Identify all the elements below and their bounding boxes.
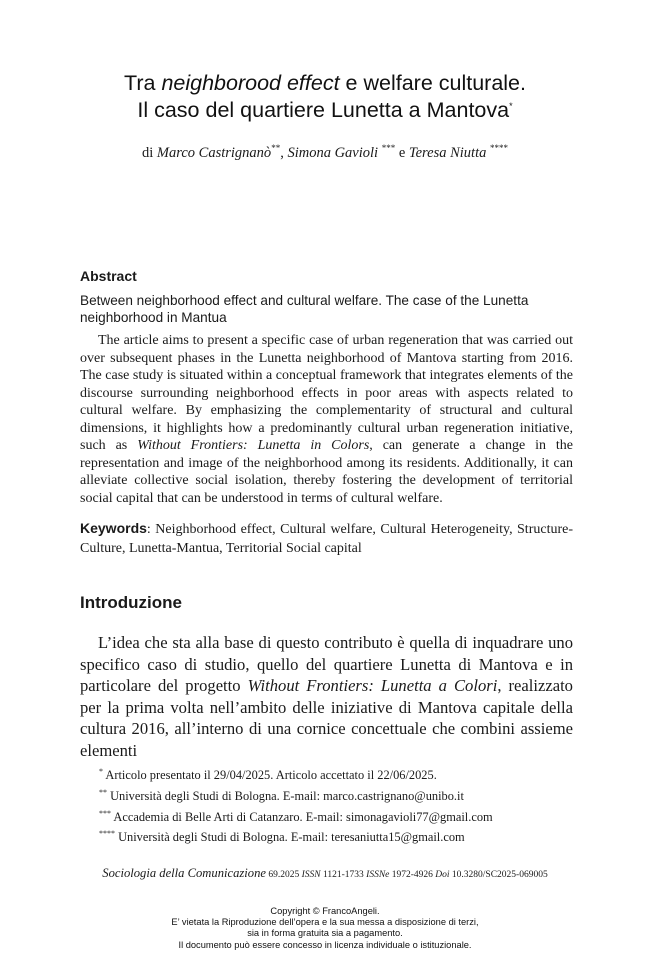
intro-paragraph: L’idea che sta alla base di questo contributo è quella di inquadrare uno specifico caso di studio, quello del quartiere Lunetta di Mantova e in particolare del progetto Without Frontiers: Lunetta a Colori, realizzato per la prima volta nell’ambito delle iniziative di Mantova capitale della cultura 2016, all’interno di una cornice concettuale che combini assieme elementi [80, 633, 573, 760]
article-title-line-1: Tra neighborood effect e welfare culturale. [124, 71, 526, 95]
journal-name: Sociologia della Comunicazione [102, 866, 266, 880]
project-name: Without Frontiers: Lunetta in Colors [137, 438, 370, 453]
abstract-body: The article aims to present a specific case of urban regeneration that was carried out over subsequent phases in the Lunetta neighborhood of Mantova starting from 2016. The case study is situated within a conceptual framework that integrates elements of the discourse surrounding neighborhood effects in poor areas with aspects related to cultural welfare. By emphasizing the complementarity of structural and cultural dimensions, it highlights how a predominantly cultural urban regeneration initiative, such as Without Frontiers: Lunetta in Colors, can generate a change in the representation and image of the neighborhood among its residents. Additionally, it can alleviate collective social isolation, thereby fostering the development of territorial social capital that can be understood in terms of cultural welfare. [80, 333, 574, 506]
abstract-heading: Abstract [80, 268, 137, 284]
author-1: Marco Castrignanò [156, 145, 272, 161]
author-3: Teresa Niutta [408, 145, 487, 161]
project-name-italian: Without Frontiers: Lunetta a Colori [247, 676, 498, 695]
author-2: Simona Gavioli [287, 145, 379, 161]
keywords-text: : Neighborhood effect, Cultural welfare, Cultural Heterogeneity, Structure-Culture, Lunetta-Mantua, Territorial Social capital [80, 522, 573, 556]
abstract-english-title: Between neighborhood effect and cultural welfare. The case of the Lunetta neighborhood in Mantua [80, 293, 529, 325]
title-italic-term: neighborood effect [161, 71, 340, 95]
keywords-label: Keywords [80, 520, 147, 536]
footnote: ** Università degli Studi di Bologna. E-mail: marco.castrignano@unibo.it [99, 787, 464, 803]
title-footnote-mark: * [509, 100, 513, 111]
author-line: di Marco Castrignanò**, Simona Gavioli *** e Teresa Niutta **** [142, 143, 508, 161]
footnote: * Articolo presentato il 29/04/2025. Articolo accettato il 22/06/2025. [99, 766, 437, 782]
footnote: **** Università degli Studi di Bologna. E-mail: teresaniutta15@gmail.com [99, 828, 465, 844]
article-title-line-2: Il caso del quartiere Lunetta a Mantova* [137, 98, 513, 122]
section-heading-introduzione: Introduzione [80, 593, 182, 612]
footnote: *** Accademia di Belle Arti di Catanzaro. E-mail: simonagavioli77@gmail.com [99, 808, 493, 824]
keywords [80, 519, 573, 558]
copyright-notice: Copyright © FrancoAngeli. E’ vietata la Riproduzione dell’opera e la sua messa a disposizione di terzi, sia in forma gratuita sia a pagamento. Il documento può essere concesso in licenza individuale o istituzionale. [171, 906, 479, 950]
journal-citation: Sociologia della Comunicazione 69.2025 ISSN 1121-1733 ISSNe 1972-4926 Doi 10.3280/SC2025-069005 [102, 866, 548, 880]
